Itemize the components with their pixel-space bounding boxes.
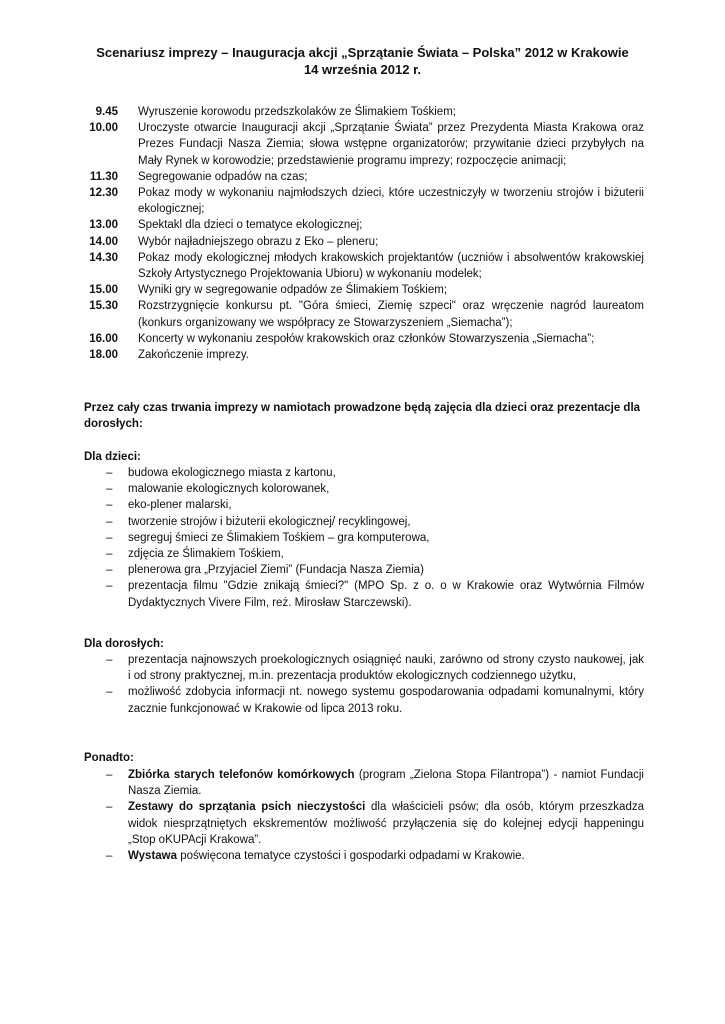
dash-icon: – bbox=[106, 850, 113, 863]
also-list bbox=[84, 767, 644, 864]
dash-icon: – bbox=[106, 499, 113, 512]
schedule-time: 13.00 bbox=[89, 219, 118, 232]
schedule-text: Koncerty w wykonaniu zespołów krakowskich oraz członków Stowarzyszenia „Siemacha”; bbox=[138, 332, 595, 345]
intro-paragraph: Przez cały czas trwania imprezy w namiotach prowadzone będą zajęcia dla dzieci oraz prezentacje dla dorosłych: bbox=[84, 402, 641, 431]
schedule-time: 15.30 bbox=[89, 300, 118, 313]
dash-icon: – bbox=[106, 654, 113, 666]
title-line-2: 14 września 2012 r. bbox=[303, 62, 422, 77]
list-item-bold: Wystawa bbox=[128, 850, 178, 863]
schedule-text: Wyruszenie korowodu przedszkolaków ze Ślimakiem Tośkiem; bbox=[138, 106, 456, 118]
list-item-text: prezentacja filmu "Gdzie znikają śmieci?" (MPO Sp. z o. o w Krakowie oraz Wytwórnia Filmów Dydaktycznych Vivere Film, reż. Mirosław Starczewski). bbox=[128, 580, 644, 609]
dash-icon: – bbox=[106, 580, 113, 593]
schedule-row bbox=[84, 185, 644, 217]
schedule-row bbox=[84, 120, 644, 169]
list-item-text: malowanie ekologicznych kolorowanek, bbox=[128, 483, 330, 496]
also-heading: Ponadto: bbox=[84, 752, 134, 764]
schedule-time: 16.00 bbox=[89, 332, 118, 345]
dash-icon: – bbox=[106, 769, 113, 781]
list-item-text: prezentacja najnowszych proekologicznych osiągnięć nauki, zarówno od strony czysto naukowej, jak i od strony praktycznej, m.in. prezentacja produktów ekologicznych codziennego użytku, bbox=[128, 654, 644, 683]
title-line-1: Scenariusz imprezy – Inauguracja akcji „Sprzątanie Świata – Polska” 2012 w Krakowie bbox=[96, 45, 629, 60]
dash-icon: – bbox=[106, 686, 113, 699]
schedule-text: Pokaz mody ekologicznej młodych krakowskich projektantów (uczniów i absolwentów krakowskiej Szkoły Artystycznego Projektowania Ubioru) w wykonaniu modelek; bbox=[138, 251, 644, 281]
schedule-row bbox=[84, 217, 644, 233]
dash-icon: – bbox=[106, 801, 113, 814]
dash-icon: – bbox=[106, 467, 113, 479]
list-item-bold: Zbiórka starych telefonów komórkowych bbox=[128, 769, 355, 781]
adults-heading: Dla dorosłych: bbox=[84, 638, 164, 650]
schedule-text: Spektakl dla dzieci o tematyce ekologicznej; bbox=[138, 219, 363, 232]
schedule-text: Zakończenie imprezy. bbox=[138, 349, 249, 362]
list-item bbox=[84, 465, 644, 481]
schedule-row bbox=[84, 331, 644, 347]
list-item-text: segreguj śmieci ze Ślimakiem Tośkiem – gra komputerowa, bbox=[128, 531, 430, 544]
list-item bbox=[84, 652, 644, 684]
schedule-time: 15.00 bbox=[89, 284, 118, 297]
schedule-time: 10.00 bbox=[89, 122, 118, 135]
list-item bbox=[84, 578, 644, 610]
list-item bbox=[84, 799, 644, 848]
schedule-row bbox=[84, 250, 644, 282]
schedule-text: Rozstrzygnięcie konkursu pt. "Góra śmieci, Ziemię szpeci" oraz wręczenie nagród laureatom (konkurs organizowany we współpracy ze Stowarzyszeniem „Siemacha”); bbox=[138, 300, 644, 329]
document-title bbox=[60, 44, 665, 78]
schedule-time: 11.30 bbox=[89, 170, 118, 183]
schedule-row bbox=[84, 298, 644, 330]
dash-icon: – bbox=[106, 483, 113, 496]
list-item bbox=[84, 546, 644, 562]
list-item-text: tworzenie strojów i biżuterii ekologicznej/ recyklingowej, bbox=[128, 515, 411, 528]
schedule-list bbox=[84, 104, 644, 363]
kids-heading: Dla dzieci: bbox=[84, 451, 141, 463]
list-item-bold: Zestawy do sprzątania psich nieczystości bbox=[128, 801, 366, 814]
kids-list bbox=[84, 465, 644, 611]
list-item bbox=[84, 767, 644, 799]
list-item bbox=[84, 848, 644, 864]
schedule-time: 9.45 bbox=[95, 106, 118, 118]
list-item bbox=[84, 514, 644, 530]
dash-icon: – bbox=[106, 564, 113, 577]
schedule-text: Wyniki gry w segregowanie odpadów ze Ślimakiem Tośkiem; bbox=[138, 284, 448, 297]
schedule-row bbox=[84, 169, 644, 185]
list-item bbox=[84, 530, 644, 546]
schedule-time: 12.30 bbox=[89, 187, 118, 200]
list-item-text: zdjęcia ze Ślimakiem Tośkiem, bbox=[128, 548, 284, 561]
list-item bbox=[84, 481, 644, 497]
schedule-row bbox=[84, 347, 644, 363]
schedule-time: 14.00 bbox=[89, 235, 118, 248]
list-item-text: eko-plener malarski, bbox=[128, 499, 232, 512]
schedule-time: 14.30 bbox=[89, 251, 118, 264]
dash-icon: – bbox=[106, 548, 113, 561]
list-item-text: poświęcona tematyce czystości i gospodarki odpadami w Krakowie. bbox=[177, 850, 525, 863]
schedule-row bbox=[84, 104, 644, 120]
list-item bbox=[84, 684, 644, 716]
schedule-time: 18.00 bbox=[89, 349, 118, 362]
adults-list bbox=[84, 652, 644, 717]
list-item-text: budowa ekologicznego miasta z kartonu, bbox=[128, 467, 336, 479]
schedule-text: Wybór najładniejszego obrazu z Eko – pleneru; bbox=[138, 235, 379, 248]
list-item-text: dla właścicieli psów; dla osób, którym przeszkadza widok niesprzątniętych ekskrementów możliwość przyłączenia się do kolejnej edycji happeningu „Stop oKUPAcji Krakowa”. bbox=[128, 801, 644, 846]
list-item-text: możliwość zdobycia informacji nt. nowego systemu gospodarowania odpadami komunalnymi, który zacznie funkcjonować w Krakowie od lipca 2013 roku. bbox=[128, 686, 644, 715]
list-item bbox=[84, 562, 644, 578]
schedule-row bbox=[84, 282, 644, 298]
list-item-text: plenerowa gra „Przyjaciel Ziemi” (Fundacja Nasza Ziemia) bbox=[128, 564, 424, 577]
schedule-text: Segregowanie odpadów na czas; bbox=[138, 170, 308, 183]
list-item bbox=[84, 497, 644, 513]
dash-icon: – bbox=[106, 531, 113, 544]
schedule-text: Uroczyste otwarcie Inauguracji akcji „Sprzątanie Świata” przez Prezydenta Miasta Krakowa oraz Prezes Fundacji Nasza Ziemia; słowa wstępne organizatorów; przywitanie dzieci przybyłych na Mały Rynek w korowodzie; przedstawienie programu imprezy; rozpoczęcie animacji; bbox=[138, 122, 644, 167]
list-item-text: (program „Zielona Stopa Filantropa”) - namiot Fundacji Nasza Ziemia. bbox=[128, 769, 644, 798]
dash-icon: – bbox=[106, 515, 113, 528]
schedule-text: Pokaz mody w wykonaniu najmłodszych dzieci, które uczestniczyły w tworzeniu strojów i biżuterii ekologicznej; bbox=[138, 187, 644, 216]
schedule-row bbox=[84, 234, 644, 250]
